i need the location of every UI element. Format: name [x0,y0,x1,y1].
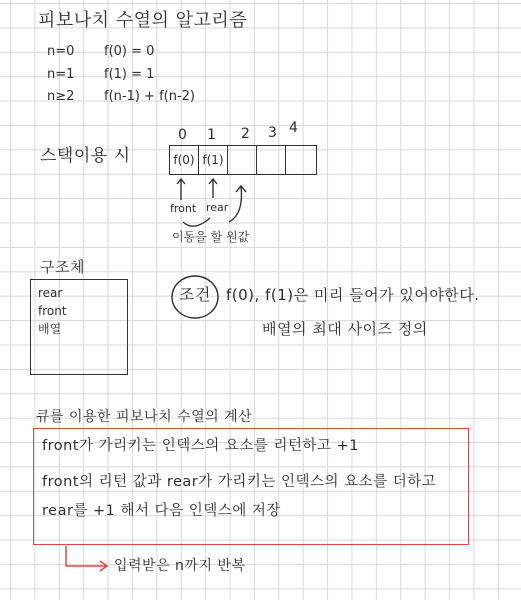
queue-note: 이동을 할 원값 [172,230,250,244]
definition-value-0: f(0) = 0 [104,44,155,59]
definition-cond-1: n=1 [47,67,75,82]
queue-cell-1: f(1) [199,146,228,174]
condition-line-2: 배열의 최대 사이즈 정의 [262,320,428,338]
condition-badge: 조건 [179,285,211,304]
definition-cond-2: n≥2 [47,89,75,104]
page-title: 피보나치 수열의 알고리즘 [38,10,248,31]
struct-field-front: front [38,304,67,318]
definition-value-1: f(1) = 1 [104,67,155,82]
queue-index-2: 2 [241,126,250,142]
struct-label: 구조체 [40,258,85,276]
queue-index-4: 4 [289,120,298,136]
queue-index-1: 1 [207,127,216,143]
front-label: front [170,202,197,215]
calc-line-1: front가 가리키는 인덱스의 요소를 리턴하고 +1 [42,438,360,454]
calc-line-2: front의 리턴 값과 rear가 가리키는 인덱스의 요소를 더하고 [42,474,437,490]
condition-line-1: f(0), f(1)은 미리 들어가 있어야한다. [226,286,480,304]
definition-cond-0: n=0 [47,44,75,59]
queue-label: 스택이용 시 [40,146,131,166]
struct-field-array: 배열 [38,322,62,336]
calc-line-3: rear를 +1 해서 다음 인덱스에 저장 [42,503,281,519]
rear-label: rear [206,201,229,214]
calc-title: 큐를 이용한 피보나치 수열의 계산 [36,409,253,425]
struct-field-rear: rear [38,286,63,300]
queue-index-3: 3 [268,125,277,141]
repeat-note: 입력받은 n까지 반복 [114,558,246,574]
definition-value-2: f(n-1) + f(n-2) [104,89,195,104]
queue-cell-0: f(0) [170,146,199,174]
queue-index-0: 0 [178,127,187,143]
